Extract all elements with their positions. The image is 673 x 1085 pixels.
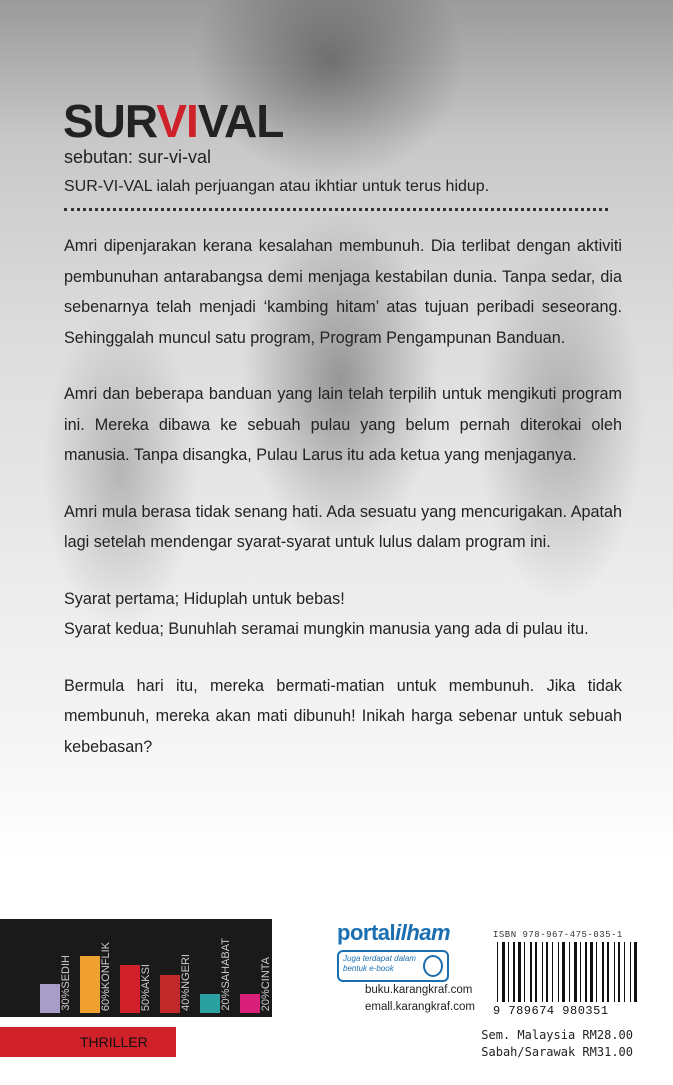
synopsis — [64, 231, 622, 762]
synopsis-condition-2: Syarat kedua; Bunuhlah seramai mungkin manusia yang ada di pulau itu. — [64, 620, 589, 638]
download-icon — [423, 955, 443, 977]
chart-bar-label: 20%CINTA — [260, 956, 272, 1011]
publisher-url-2: emall.karangkraf.com — [365, 1001, 475, 1013]
isbn-text: ISBN 978-967-475-035-1 — [493, 930, 623, 940]
genre-text: THRILLER — [80, 1034, 148, 1050]
portal-ilham-logo: portalilham — [337, 920, 451, 945]
pronunciation: sebutan: sur-vi-val — [64, 147, 212, 167]
ebook-badge — [337, 950, 449, 982]
barcode — [493, 930, 643, 1022]
chart-bar — [40, 984, 60, 1013]
publisher-url-1: buku.karangkraf.com — [365, 984, 473, 996]
barcode-number: 9 789674 980351 — [493, 1004, 609, 1018]
synopsis-paragraph-3: Amri mula berasa tidak senang hati. Ada sesuatu yang mencurigakan. Apatah lagi setelah mendengar syarat-syarat untuk lulus dalam program ini. — [64, 502, 622, 551]
title-part-accent: VI — [156, 95, 198, 147]
price-peninsular: Sem. Malaysia RM28.00 — [481, 1028, 633, 1042]
synopsis-condition-1: Syarat pertama; Hiduplah untuk bebas! — [64, 589, 345, 608]
title-part-2: VAL — [197, 95, 284, 147]
chart-bar — [240, 994, 260, 1013]
chart-bar — [80, 956, 100, 1013]
chart-bar-label: 60%KONFLIK — [100, 941, 112, 1011]
barcode-bars — [497, 942, 639, 1002]
price-east: Sabah/Sarawak RM31.00 — [481, 1045, 633, 1059]
chart-bar — [120, 965, 140, 1013]
chart-bar-label: 40%NGERI — [180, 954, 192, 1011]
chart-bar-label: 50%AKSI — [140, 963, 152, 1011]
chart-bar-label: 30%SEDIH — [60, 955, 72, 1011]
synopsis-paragraph-1: Amri dipenjarakan kerana kesalahan membunuh. Dia terlibat dengan aktiviti pembunuhan antarabangsa demi menjaga kestabilan dunia. Tanpa sedar, dia sebenarnya telah menjadi ‘kambing hitam’ atas tujuan peribadi seseorang. Sehinggalah muncul satu program, Program Pengampunan Banduan. — [64, 237, 622, 347]
synopsis-paragraph-2: Amri dan beberapa banduan yang lain telah terpilih untuk mengikuti program ini. Mereka dibawa ke sebuah pulau yang belum pernah diterokai oleh manusia. Tanpa disangka, Pulau Larus itu ada ketua yang menjaganya. — [64, 385, 622, 464]
title-part-1: SUR — [63, 95, 157, 147]
mood-chart — [0, 919, 272, 1017]
ebook-note: Juga terdapat dalam bentuk e-book — [343, 954, 416, 973]
book-title — [63, 95, 284, 147]
genre-label — [0, 1027, 176, 1057]
synopsis-paragraph-5: Bermula hari itu, mereka bermati-matian untuk membunuh. Jika tidak membunuh, mereka akan mati dibunuh! Inikah harga sebenar untuk sebuah kebebasan? — [64, 676, 622, 756]
chart-bar — [160, 975, 180, 1013]
definition: SUR-VI-VAL ialah perjuangan atau ikhtiar untuk terus hidup. — [64, 178, 490, 195]
chart-bar — [200, 994, 220, 1013]
dotted-divider — [64, 208, 608, 211]
publisher-block — [337, 920, 475, 982]
chart-bar-label: 20%SAHABAT — [220, 938, 232, 1011]
